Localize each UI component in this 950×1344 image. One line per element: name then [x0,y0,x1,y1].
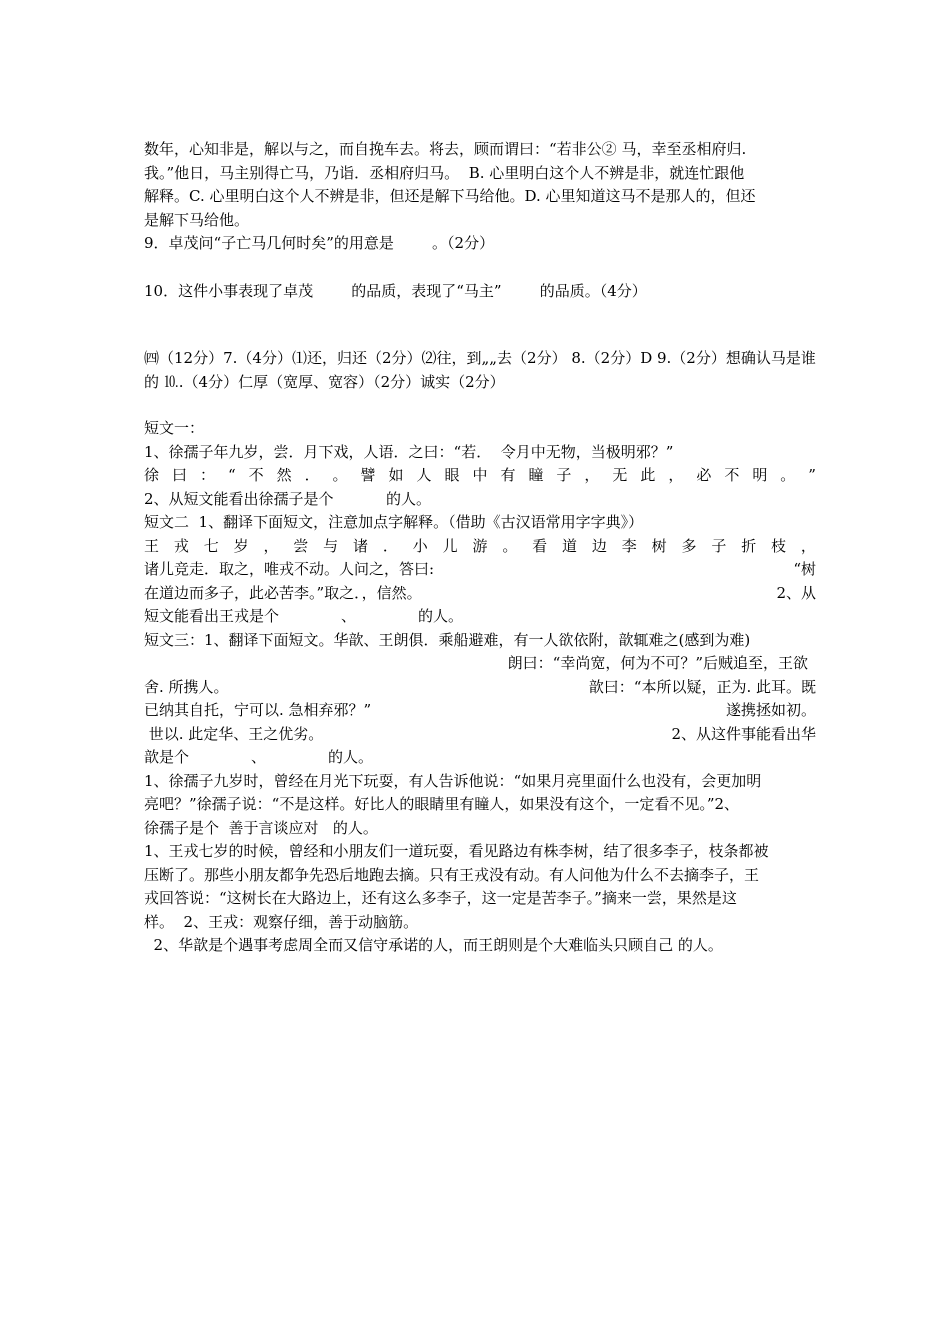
answer-key-line: 1、徐孺子九岁时，曾经在月光下玩耍，有人告诉他说：“如果月亮里面什么也没有，会更加明 [144,771,762,790]
answer-key-line: 样。 2、王戎：观察仔细，善于动脑筋。 [144,912,419,931]
short-text-3-question: 歆是个 、 的人。 [144,748,373,766]
answer-key-line: 戎回答说：“这树长在大路边上，还有这么多李子，这一定是苦李子。”摘来一尝，果然是这 [144,889,737,907]
short-text-1-justified-line: 徐 曰 ： “ 不 然 ． 。 譬 如 人 眼 中 有 瞳 子 ， 无 此 ， 必 不 明 。 ” [144,466,816,484]
short-text-2-line: 在道边而多子，此必苦李。”取之．，信然。 2、从 [144,583,816,602]
passage-line: 数年，心知非是，解以与之，而自挽车去。将去，顾而谓曰：“若非公② 马，幸至丞相府归. [144,140,747,158]
answer-key-line: 1、王戎七岁的时候，曾经和小朋友们一道玩耍，看见路边有株李树，结了很多李子，枝条都被 [144,842,769,860]
short-text-1-heading: 短文一： [144,419,205,437]
short-text-2-heading: 短文二 1、翻译下面短文，注意加点字解释。（借助《古汉语常用字字典》） [144,513,644,531]
question-10: 10．这件小事表现了卓茂 的品质，表现了“马主” 的品质。（4分） [144,281,647,300]
passage-line: 解释。C. 心里明白这个人不辨是非，但还是解下马给他。D. 心里知道这马不是那人的，但还 [144,187,756,205]
answer-key-line: 徐孺子是个 善于言谈应对 的人。 [144,818,378,837]
short-text-3-line: 舍. 所携人。 歆曰：“本所以疑，正为. 此耳。既 [144,677,816,696]
short-text-2-line: 诸儿竞走．取之，唯戎不动。人问之，答曰: “树 [144,560,816,578]
answer-line: 的 ⒑.（4分）仁厚（宽厚、宽容）（2分）诚实（2分） [144,372,505,391]
short-text-3-line: 朗曰：“幸尚宽，何为不可？”后贼追至，王欲 [507,654,808,672]
answer-key-line: 亮吧？”徐孺子说：“不是这样。好比人的眼睛里有瞳人，如果没有这个，一定看不见。”2、 [144,795,740,813]
short-text-1-question: 2、从短文能看出徐孺子是个 的人。 [144,489,431,508]
short-text-2-justified-line: 王 戎 七 岁 ， 尝 与 诸 ． 小 儿 游 。 看 道 边 李 树 多 子 折 枝 ， [144,536,816,555]
short-text-3-heading: 短文三：1、翻译下面短文。华歆、王朗俱．乘船避难，有一人欲依附，歆辄难之(感到为难) [144,630,751,649]
short-text-2-question: 短文能看出王戎是个 、 的人。 [144,607,463,625]
short-text-3-line: 已纳其自托，宁可以. 急相弃邪？” 遂携拯如初。 [144,701,816,719]
answer-key-line: 压断了。那些小朋友都争先恐后地跑去摘。只有王戎没有动。有人问他为什么不去摘李子，王 [144,865,760,884]
passage-line: 我。”他日，马主别得亡马，乃诣．丞相府归马。 B. 心里明白这个人不辨是非，就连忙跟他 [144,163,745,182]
passage-line: 是解下马给他。 [144,210,250,229]
question-9: 9．卓茂问“子亡马几何时矣”的用意是 。（2分） [144,234,495,252]
document-content [144,138,816,958]
short-text-3-line: 世以. 此定华、王之优劣。 2、从这件事能看出华 [144,724,816,743]
short-text-1-line: 1、徐孺子年九岁，尝．月下戏，人语．之曰：“若． 令月中无物，当极明邪？” [144,442,674,461]
answer-line: ㈣（12分）7.（4分）⑴还，归还（2分）⑵往，到„„去（2分） 8.（2分）D 9.（2分）想确认马是谁 [144,349,816,367]
answer-key-line: 2、华歆是个遇事考虑周全而又信守承诺的人，而王朗则是个大难临头只顾自己 的人。 [144,936,723,954]
